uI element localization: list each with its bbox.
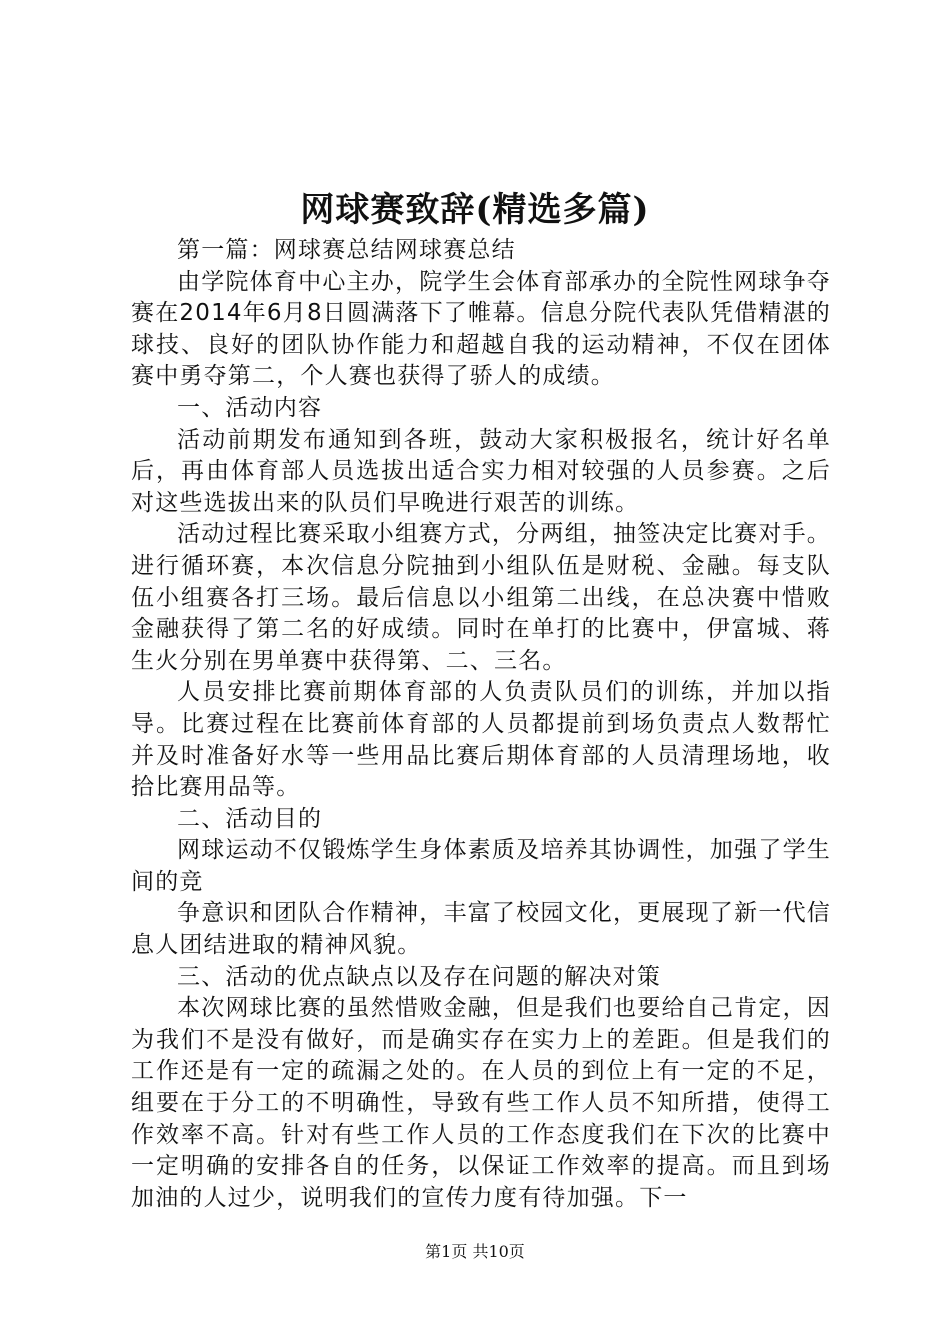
- paragraph: 活动前期发布通知到各班，鼓动大家积极报名，统计好名单后，再由体育部人员选拔出适合实力相对较强的人员参赛。之后对这些选拔出来的队员们早晚进行艰苦的训练。: [131, 426, 831, 516]
- document-body: [131, 235, 831, 1214]
- paragraph: 活动过程比赛采取小组赛方式，分两组，抽签决定比赛对手。进行循环赛，本次信息分院抽到小组队伍是财税、金融。每支队伍小组赛各打三场。最后信息以小组第二出线，在总决赛中惜败金融获得了第二名的好成绩。同时在单打的比赛中，伊富城、蒋生火分别在男单赛中获得第、二、三名。: [131, 521, 831, 674]
- section-heading: 三、活动的优点缺点以及存在问题的解决对策: [177, 963, 661, 990]
- document-title: 网球赛致辞(精选多篇): [300, 190, 650, 230]
- paragraph: 本次网球比赛的虽然惜败金融，但是我们也要给自己肯定，因为我们不是没有做好，而是确实存在实力上的差距。但是我们的工作还是有一定的疏漏之处的。在人员的到位上有一定的不足，组要在于分工的不明确性，导致有些工作人员不知所措，使得工作效率不高。针对有些工作人员的工作态度我们在下次的比赛中一定明确的安排各自的任务，以保证工作效率的提高。而且到场加油的人过少，说明我们的宣传力度有待加强。下一: [131, 995, 831, 1211]
- paragraph: 争意识和团队合作精神，丰富了校园文化，更展现了新一代信息人团结进取的精神风貌。: [131, 900, 831, 959]
- section-heading: 第一篇：网球赛总结网球赛总结: [177, 237, 516, 263]
- page-number-footer: 第1页 共10页: [425, 1242, 525, 1261]
- paragraph: 由学院体育中心主办，院学生会体育部承办的全院性网球争夺赛在2014年6月8日圆满落下了帷幕。信息分院代表队凭借精湛的球技、良好的团队协作能力和超越自我的运动精神，不仅在团体赛中勇夺第二，个人赛也获得了骄人的成绩。: [131, 268, 831, 390]
- paragraph: 网球运动不仅锻炼学生身体素质及培养其协调性，加强了学生间的竞: [131, 837, 831, 895]
- section-heading: 二、活动目的: [177, 805, 323, 832]
- paragraph: 人员安排比赛前期体育部的人负责队员们的训练，并加以指导。比赛过程在比赛前体育部的人员都提前到场负责点人数帮忙并及时准备好水等一些用品比赛后期体育部的人员清理场地，收拾比赛用品等。: [131, 679, 831, 801]
- section-heading: 一、活动内容: [177, 394, 323, 421]
